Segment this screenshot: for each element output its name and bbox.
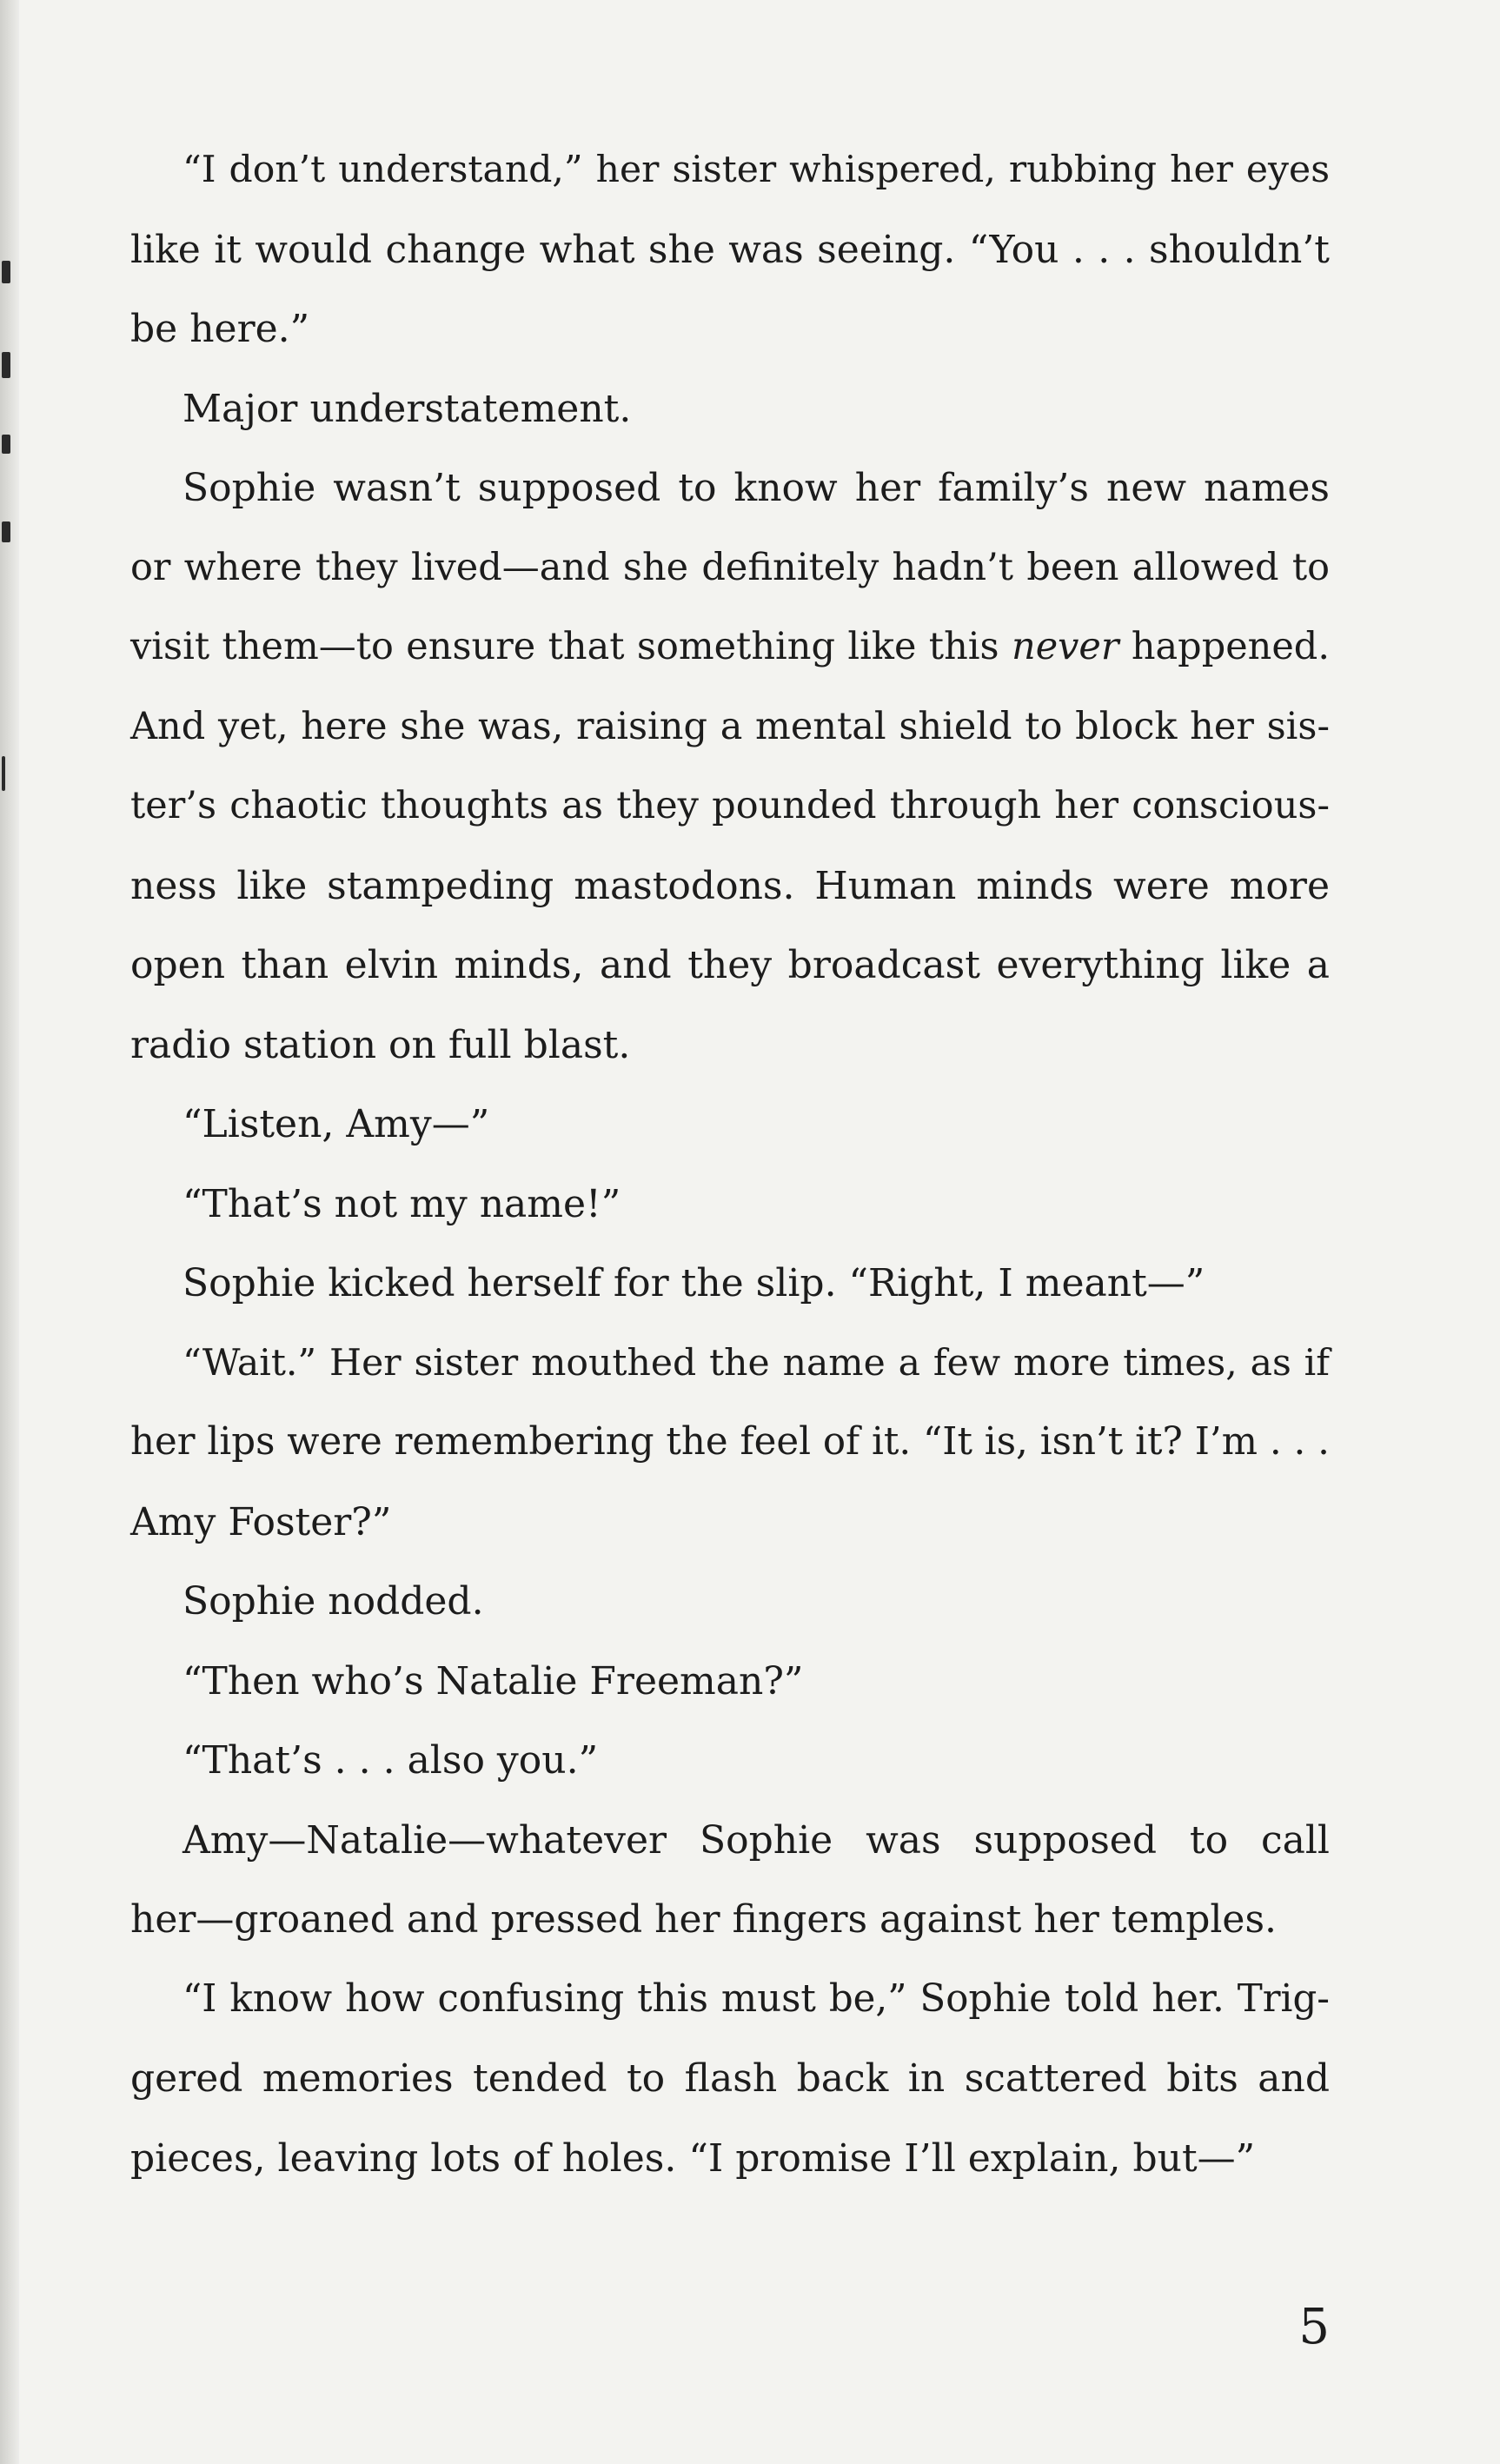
text-line: or where they lived—and she definitely hadn’t been allowed to [130, 545, 1330, 589]
text-line: her—groaned and pressed her fingers against her temples. [130, 1897, 1278, 1942]
text-line: gered memories tended to flash back in scattered bits and [130, 2056, 1330, 2101]
text-line: Sophie kicked herself for the slip. “Right, I meant—” [183, 1261, 1205, 1305]
text-line: her lips were remembering the feel of it. “It is, isn’t it? I’m . . . [130, 1420, 1330, 1464]
text-line: ness like stampeding mastodons. Human minds were more [130, 863, 1330, 908]
gutter-mark [2, 352, 10, 378]
emphasized-word: never [1012, 625, 1119, 668]
text-line: Amy—Natalie—whatever Sophie was supposed to call [183, 1817, 1330, 1863]
text-line: “That’s not my name!” [183, 1181, 621, 1226]
text-segment: visit them—to ensure that something like this [130, 625, 1012, 668]
text-line: “Then who’s Natalie Freeman?” [183, 1658, 804, 1704]
text-line: ter’s chaotic thoughts as they pounded through her conscious- [130, 784, 1330, 827]
text-line: be here.” [130, 307, 310, 351]
text-line [130, 608, 1330, 687]
text-line: like it would change what she was seeing. “You . . . shouldn’t [130, 227, 1330, 272]
text-line: “That’s . . . also you.” [183, 1738, 599, 1783]
text-line: Amy Foster?” [130, 1499, 392, 1544]
text-line: “I don’t understand,” her sister whispered, rubbing her eyes [183, 149, 1330, 191]
text-line: “Listen, Amy—” [183, 1102, 490, 1146]
gutter-mark [2, 261, 10, 283]
text-line: open than elvin minds, and they broadcast everything like a [130, 943, 1330, 987]
page-gutter-edge [0, 0, 19, 2464]
text-line: “Wait.” Her sister mouthed the name a few more times, as if [183, 1341, 1330, 1385]
text-line: “I know how confusing this must be,” Sophie told her. Trig- [183, 1976, 1330, 2021]
text-line: pieces, leaving lots of holes. “I promise I’ll explain, but—” [130, 2135, 1256, 2181]
text-line: Sophie nodded. [183, 1579, 484, 1624]
text-segment: happened. [1118, 625, 1330, 668]
text-line: Major understatement. [183, 386, 632, 431]
gutter-mark [2, 756, 5, 791]
gutter-mark [2, 435, 10, 454]
page-number: 5 [1298, 2299, 1330, 2355]
body-text [130, 130, 1330, 2198]
text-line: And yet, here she was, raising a mental shield to block her sis- [130, 704, 1330, 748]
gutter-mark [2, 521, 10, 542]
text-line: Sophie wasn’t supposed to know her family’s new names [183, 466, 1330, 510]
text-line: radio station on full blast. [130, 1022, 631, 1067]
